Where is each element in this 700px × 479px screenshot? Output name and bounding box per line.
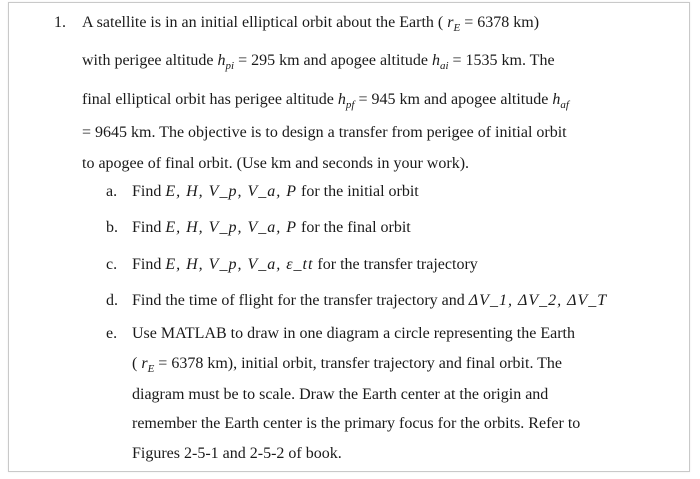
problem-number: 1. bbox=[54, 14, 66, 31]
item-c-letter: c. bbox=[106, 256, 118, 273]
line2-mid: = 295 km and apogee altitude bbox=[238, 52, 428, 69]
item-c-math: E, H, V_p, V_a, ε_tt bbox=[165, 256, 314, 273]
problem-line-2 bbox=[82, 52, 555, 72]
e2-open: ( bbox=[132, 355, 138, 372]
problem-line-1 bbox=[82, 14, 539, 34]
line2-text: with perigee altitude bbox=[82, 52, 214, 69]
hpf-var: h bbox=[337, 91, 346, 108]
line1-text: A satellite is in an initial elliptical orbit about the Earth ( bbox=[82, 14, 444, 31]
item-c-text bbox=[132, 256, 478, 274]
e2-radius-var: r bbox=[141, 355, 148, 372]
haf-var: h bbox=[552, 91, 561, 108]
problem-line-3 bbox=[82, 91, 569, 111]
item-a-text bbox=[132, 183, 419, 201]
line3-mid: = 945 km and apogee altitude bbox=[358, 91, 549, 108]
item-b-math: E, H, V_p, V_a, P bbox=[165, 219, 297, 236]
item-e-text: Use MATLAB to draw in one diagram a circle representing the Earth bbox=[132, 325, 575, 342]
line3-text: final elliptical orbit has perigee altitude bbox=[82, 91, 334, 108]
e2-post: = 6378 km), initial orbit, transfer trajectory and final orbit. The bbox=[158, 355, 563, 372]
hai-sub: ai bbox=[439, 60, 449, 73]
item-d-math: ΔV_1, ΔV_2, ΔV_T bbox=[468, 292, 608, 309]
item-c-post: for the transfer trajectory bbox=[317, 256, 478, 273]
line1-value: = 6378 km) bbox=[464, 14, 540, 31]
item-e-letter: e. bbox=[106, 325, 118, 342]
item-e-line-3: diagram must be to scale. Draw the Earth center at the origin and bbox=[132, 386, 549, 403]
haf-sub: af bbox=[560, 99, 569, 112]
item-a-post: for the initial orbit bbox=[301, 183, 419, 200]
hpi-var: h bbox=[217, 52, 226, 69]
item-a-math: E, H, V_p, V_a, P bbox=[165, 183, 297, 200]
item-b-post: for the final orbit bbox=[301, 219, 411, 236]
problem-line-5: to apogee of final orbit. (Use km and seconds in your work). bbox=[82, 155, 470, 172]
radius-var: r bbox=[447, 14, 454, 31]
item-e-line-5: Figures 2-5-1 and 2-5-2 of book. bbox=[132, 445, 342, 462]
item-d-letter: d. bbox=[106, 292, 118, 309]
item-b-text bbox=[132, 219, 411, 237]
item-a-letter: a. bbox=[106, 183, 118, 200]
item-c-pre: Find bbox=[132, 256, 162, 273]
item-e-line-4: remember the Earth center is the primary focus for the orbits. Refer to bbox=[132, 415, 581, 432]
item-b-pre: Find bbox=[132, 219, 162, 236]
hpf-sub: pf bbox=[345, 99, 355, 112]
item-d-text bbox=[132, 292, 607, 310]
item-d-pre: Find the time of flight for the transfer trajectory and bbox=[132, 292, 465, 309]
hai-var: h bbox=[431, 52, 440, 69]
item-b-letter: b. bbox=[106, 219, 118, 236]
hpi-sub: pi bbox=[225, 60, 235, 73]
e2-radius-sub: E bbox=[147, 363, 155, 376]
item-a-pre: Find bbox=[132, 183, 162, 200]
problem-line-4: = 9645 km. The objective is to design a transfer from perigee of initial orbit bbox=[82, 124, 567, 141]
item-e-line-2 bbox=[132, 355, 562, 375]
line2-post: = 1535 km. The bbox=[452, 52, 555, 69]
radius-sub: E bbox=[453, 22, 461, 35]
